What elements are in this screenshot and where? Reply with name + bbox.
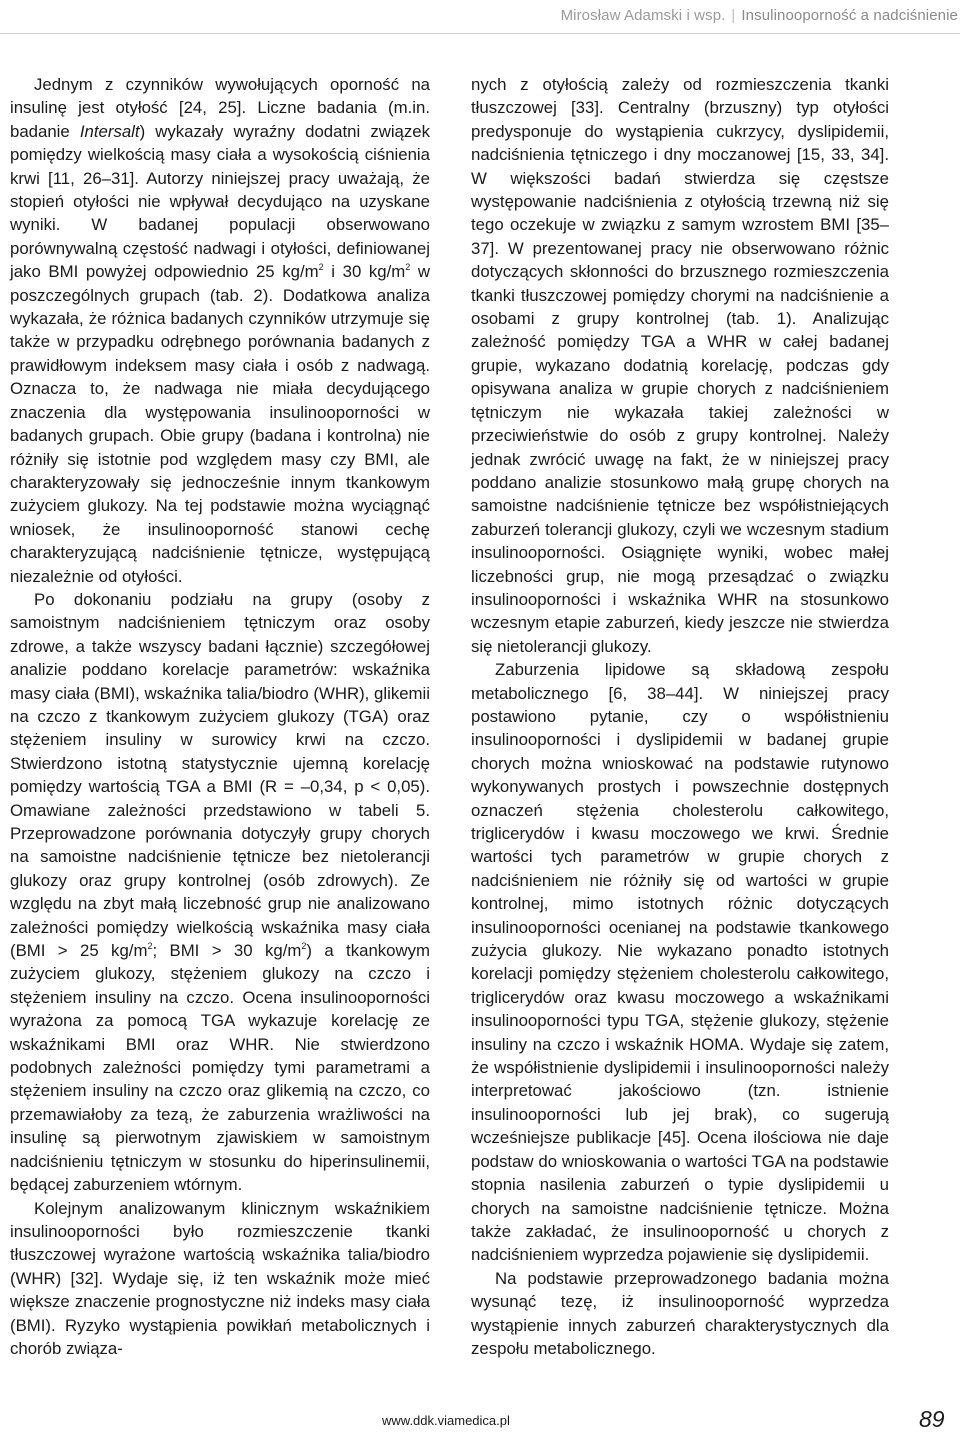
study-name-intersalt: Intersalt (79, 121, 140, 141)
text-run: Jednym z czynników wywołujących oporność na insulinę jest otyłość [24, 25]. Liczne badania (m.in. badanie (10, 75, 430, 141)
left-paragraph-1 (10, 73, 430, 588)
superscript: 2 (318, 262, 324, 273)
left-paragraph-3: Kolejnym analizowanym klinicznym wskaźnikiem insulinooporności było rozmieszczenie tkanki tłuszczowej wyrażone wartością wskaźnika talia/biodro (WHR) [32]. Wydaje się, iż ten wskaźnik może mieć większe znaczenie prognostyczne niż indeks masy ciała (BMI). Ryzyko wystąpienia powikłań metabolicznych i chorób związa- (10, 1198, 430, 1358)
text-run: ) a tkankowym zużyciem glukozy, stężeniem glukozy na czczo i stężeniem insuliny na czczo. Ocena insulinooporności wyrażona za pomocą TGA wykazuje korelację ze wskaźnikami BMI oraz WHR. Nie stwierdzono podobnych zależności pomiędzy tymi parametrami a stężeniem insuliny na czczo oraz glikemią na czczo, co przemawiałoby za tezą, że zaburzenia wrażliwości na insulinę są pierwotnym zjawiskiem w samoistnym nadciśnieniu tętniczym w stosunku do hiperinsulinemii, będącej zaburzeniem wtórnym. (10, 941, 430, 1195)
superscript: 2 (147, 941, 153, 952)
left-paragraph-2 (10, 588, 430, 1197)
header-title: Insulinooporność a nadciśnienie (741, 7, 958, 24)
right-paragraph-3: Na podstawie przeprowadzonego badania można wysunąć tezę, iż insulinooporność wyprzedza wystąpienie innych zaburzeń charakterystycznych dla zespołu metabolicznego. (471, 1268, 889, 1358)
text-run: ; BMI > 30 kg/m (152, 941, 302, 961)
text-run: Po dokonaniu podziału na grupy (osoby z samoistnym nadciśnieniem tętniczym oraz osoby zdrowe, a także wszyscy badani łącznie) szczegółowej analizie poddano korelacje parametrów: wskaźnika masy ciała (BMI), wskaźnika talia/biodro (WHR), glikemii na czczo z tkankowym zużyciem glukozy (TGA) oraz stężeniem insuliny w surowicy krwi na czczo. Stwierdzono istotną statystycznie ujemną korelację pomiędzy wartością TGA a BMI (R = –0,34, p < 0,05). Omawiane zależności przedstawiono w tabeli 5. Przeprowadzone porównania dotyczyły grupy chorych na samoistne nadciśnienie tętnicze bez nietolerancji glukozy oraz grupy kontrolnej (osób zdrowych). Ze względu na zbyt małą liczebność grup nie analizowano zależności pomiędzy wielkością wskaźnika masy ciała (BMI > 25 kg/m (10, 589, 430, 961)
header-authors: Mirosław Adamski i wsp. (560, 7, 726, 24)
header-divider (0, 33, 960, 34)
text-run: ) wykazały wyraźny dodatni związek pomiędzy wielkością masy ciała a wysokością ciśnienia krwi [11, 26–31]. Autorzy niniejszej pracy uważają, że stopień otyłości nie wpływał decydująco na uzyskane wyniki. W badanej populacji obserwowano porównywalną częstość nadwagi i otyłości, definiowanej jako BMI powyżej odpowiednio 25 kg/m (10, 121, 430, 282)
right-paragraph-1: nych z otyłością zależy od rozmieszczenia tkanki tłuszczowej [33]. Centralny (brzuszny) typ otyłości predysponuje do wystąpienia cukrzycy, dyslipidemii, nadciśnienia tętniczego i dny moczanowej [15, 33, 34]. W większości badań stwierdza się częstsze występowanie nadciśnienia z otyłością trzewną niż się tego oczekuje w związku z samym wzrostem BMI [35–37]. W prezentowanej pracy nie obserwowano różnic dotyczących skłonności do brzusznego rozmieszczenia tkanki tłuszczowej pomiędzy chorymi na nadciśnienie a osobami z grupy kontrolnej (tab. 1). Analizując zależność pomiędzy TGA a WHR w całej badanej grupie, wykazano dodatnią korelację, podczas gdy opisywana analiza w grupie chorych z nadciśnieniem tętniczym nie wykazała takiej zależności w przeciwieństwie do osób z grupy kontrolnej. Należy jednak zwrócić uwagę na fakt, że w niniejszej pracy poddano analizie stosunkowo małą grupę chorych na samoistne nadciśnienie tętnicze bez współistniejących zaburzeń tolerancji glukozy, czyli we wczesnym stadium insulinooporności. Osiągnięte wyniki, wobec małej liczebności grup, nie mogą przesądzać o związku insulinooporności i wskaźnika WHR na stosunkowo wczesnym etapie zaburzeń, kiedy jeszcze nie stwierdza się nietolerancji glukozy. (471, 75, 889, 656)
header-separator: | (731, 7, 736, 24)
running-head (561, 7, 958, 24)
superscript: 2 (405, 262, 411, 273)
left-column (10, 73, 430, 1360)
superscript: 2 (301, 941, 307, 952)
text-run: i 30 kg/m (323, 262, 406, 282)
right-column (471, 73, 889, 1360)
text-run: w poszczególnych grupach (tab. 2). Dodatkowa analiza wykazała, że różnica badanych czynników utrzymuje się także w przypadku odrębnego porównania badanych z prawidłowym indeksem masy ciała i osób z nadwagą. Oznacza to, że nadwaga nie miała decydującego znaczenia dla występowania insulinooporności w badanych grupach. Obie grupy (badana i kontrolna) nie różniły się istotnie pod względem masy czy BMI, ale charakteryzowały się jednocześnie innym tkankowym zużyciem glukozy. Na tej podstawie można wyciągnąć wniosek, że insulinooporność stanowi cechę charakteryzującą nadciśnienie tętnicze, występującą niezależnie od otyłości. (10, 262, 431, 586)
right-paragraph-2: Zaburzenia lipidowe są składową zespołu metabolicznego [6, 38–44]. W niniejszej pracy postawiono pytanie, czy o współistnieniu insulinooporności i dyslipidemii w badanej grupie chorych można wnioskować na podstawie rutynowo wykonywanych prostych i powszechnie dostępnych oznaczeń stężenia cholesterolu całkowitego, triglicerydów i kwasu moczowego we krwi. Średnie wartości tych parametrów w grupie chorych z nadciśnieniem nie różniły się od wartości w grupie kontrolnej, mimo istotnych różnic dotyczących insulinooporności ocenianej na podstawie tkankowego zużycia glukozy. Nie wykazano ponadto istotnych korelacji pomiędzy stężeniem cholesterolu całkowitego, triglicerydów oraz kwasu moczowego a wskaźnikami insulinooporności typu TGA, stężenie glukozy, stężenie insuliny na czczo i wskaźnik HOMA. Wydaje się zatem, że współistnienie dyslipidemii i insulinooporności należy interpretować jakościowo (tzn. istnienie insulinooporności lub jej brak), co sugerują wcześniejsze publikacje [45]. Ocena ilościowa nie daje podstaw do wnioskowania o wartości TGA na podstawie stopnia nasilenia zaburzeń o typie dyslipidemii u chorych na samoistne nadciśnienie tętnicze. Można także zakładać, że insulinooporność u chorych z nadciśnieniem wyprzedza pojawienie się dyslipidemii. (471, 660, 889, 1265)
page-number: 89 (919, 1406, 945, 1432)
footer-url: www.ddk.viamedica.pl (382, 1413, 510, 1428)
